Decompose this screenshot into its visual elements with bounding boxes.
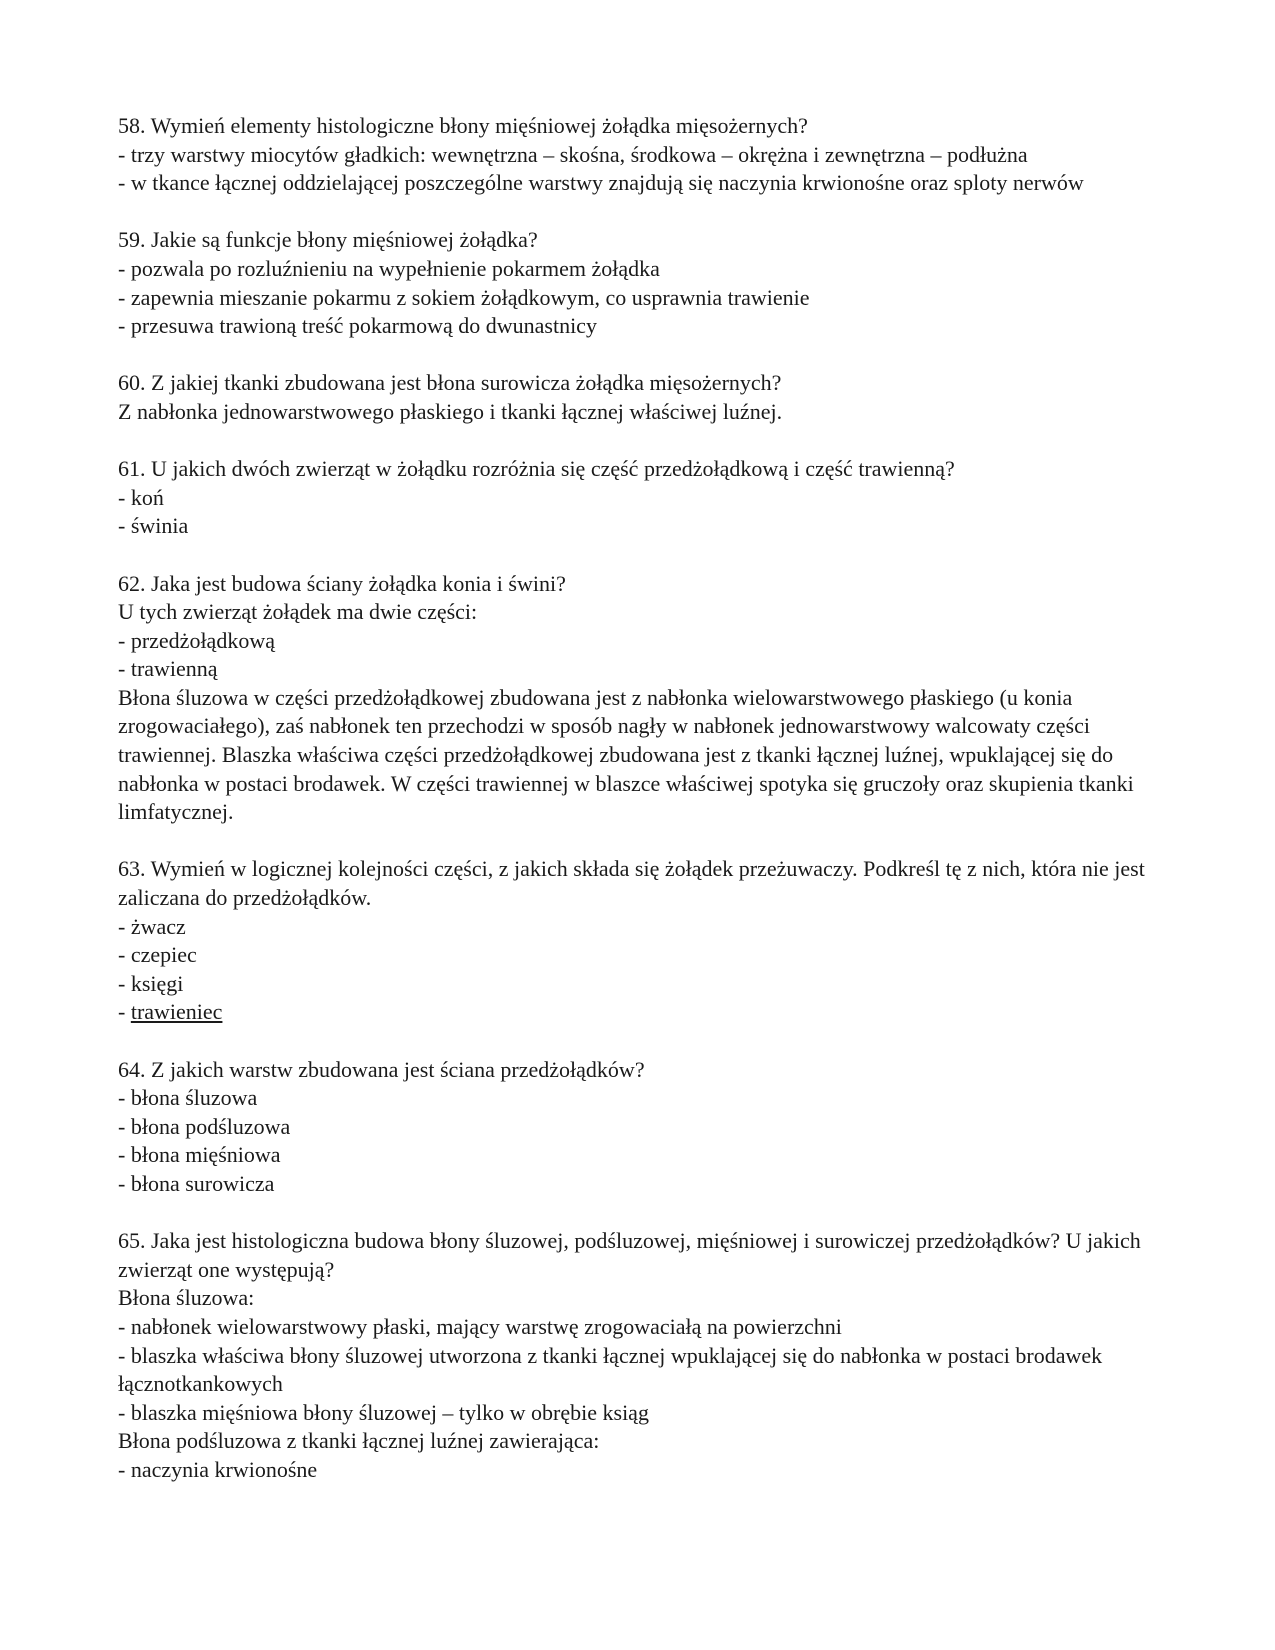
answer-line: Błona podśluzowa z tkanki łącznej luźnej zawierająca: (118, 1428, 600, 1454)
question-heading: 65. Jaka jest histologiczna budowa błony śluzowej, podśluzowej, mięśniowej i surowiczej przedżołądków? U jakich zwierząt one występują? (118, 1228, 1141, 1282)
answer-line: - koń (118, 484, 164, 510)
answer-line: - blaszka mięśniowa błony śluzowej – tylko w obrębie ksiąg (118, 1399, 649, 1425)
answer-line: Z nabłonka jednowarstwowego płaskiego i tkanki łącznej właściwej luźnej. (118, 398, 783, 424)
answer-line: - blaszka właściwa błony śluzowej utworzona z tkanki łącznej wpuklającej się do nabłonka w postaci brodawek łącznotkankowych (118, 1342, 1103, 1397)
question-heading: 63. Wymień w logicznej kolejności części, z jakich składa się żołądek przeżuwaczy. Podkreśl tę z nich, która nie jest zaliczana do przedżołądków. (118, 856, 1145, 911)
question-block-60 (118, 369, 1160, 426)
question-heading: 59. Jakie są funkcje błony mięśniowej żołądka? (118, 227, 538, 253)
answer-line: - naczynia krwionośne (118, 1456, 318, 1482)
answer-line: - żwacz (118, 913, 186, 939)
answer-prefix: - (118, 999, 131, 1025)
answer-line: - błona surowicza (118, 1170, 275, 1196)
answer-line: - błona śluzowa (118, 1085, 258, 1111)
answer-line: - trzy warstwy miocytów gładkich: wewnętrzna – skośna, środkowa – okrężna i zewnętrzna – podłużna (118, 141, 1028, 167)
answer-line: - świnia (118, 513, 189, 539)
answer-line: - błona podśluzowa (118, 1113, 291, 1139)
answer-line: - księgi (118, 970, 184, 996)
answer-line: - przesuwa trawioną treść pokarmową do dwunastnicy (118, 313, 597, 339)
answer-line-underlined (118, 998, 1160, 1027)
question-heading: 61. U jakich dwóch zwierząt w żołądku rozróżnia się część przedżołądkową i część trawienną? (118, 456, 955, 482)
question-block-65 (118, 1227, 1160, 1484)
question-heading: 62. Jaka jest budowa ściany żołądka konia i świni? (118, 570, 566, 596)
question-block-63 (118, 855, 1160, 1027)
question-heading: 60. Z jakiej tkanki zbudowana jest błona surowicza żołądka mięsożernych? (118, 370, 782, 396)
question-heading: 58. Wymień elementy histologiczne błony mięśniowej żołądka mięsożernych? (118, 113, 808, 138)
question-block-59 (118, 226, 1160, 340)
answer-line: - trawienną (118, 656, 218, 682)
answer-line: - zapewnia mieszanie pokarmu z sokiem żołądkowym, co usprawnia trawienie (118, 284, 810, 310)
underlined-answer: trawieniec (130, 999, 223, 1025)
answer-paragraph: Błona śluzowa w części przedżołądkowej zbudowana jest z nabłonka wielowarstwowego płaskiego (u konia zrogowaciałego), zaś nabłonek ten przechodzi w sposób nagły w nabłonek jednowarstwowy walcowaty części trawiennej. Blaszka właściwa części przedżołądkowej zbudowana jest z tkanki łącznej luźnej, wpuklającej się do nabłonka w postaci brodawek. W części trawiennej w blaszce właściwej spotyka się gruczoły oraz skupienia tkanki limfatycznej. (118, 684, 1134, 825)
answer-line: U tych zwierząt żołądek ma dwie części: (118, 599, 478, 625)
answer-line: Błona śluzowa: (118, 1285, 255, 1311)
question-block-64 (118, 1056, 1160, 1199)
question-heading: 64. Z jakich warstw zbudowana jest ściana przedżołądków? (118, 1056, 645, 1082)
answer-line: - pozwala po rozluźnieniu na wypełnienie pokarmem żołądka (118, 255, 660, 281)
answer-line: - czepiec (118, 942, 197, 968)
answer-line: - nabłonek wielowarstwowy płaski, mający warstwę zrogowaciałą na powierzchni (118, 1313, 842, 1339)
answer-line: - w tkance łącznej oddzielającej poszczególne warstwy znajdują się naczynia krwionośne oraz sploty nerwów (118, 170, 1084, 196)
answer-line: - przedżołądkową (118, 627, 275, 653)
question-block-58 (118, 112, 1160, 198)
question-block-61 (118, 455, 1160, 541)
question-block-62 (118, 570, 1160, 827)
document-page (118, 112, 1160, 1513)
answer-line: - błona mięśniowa (118, 1142, 281, 1168)
